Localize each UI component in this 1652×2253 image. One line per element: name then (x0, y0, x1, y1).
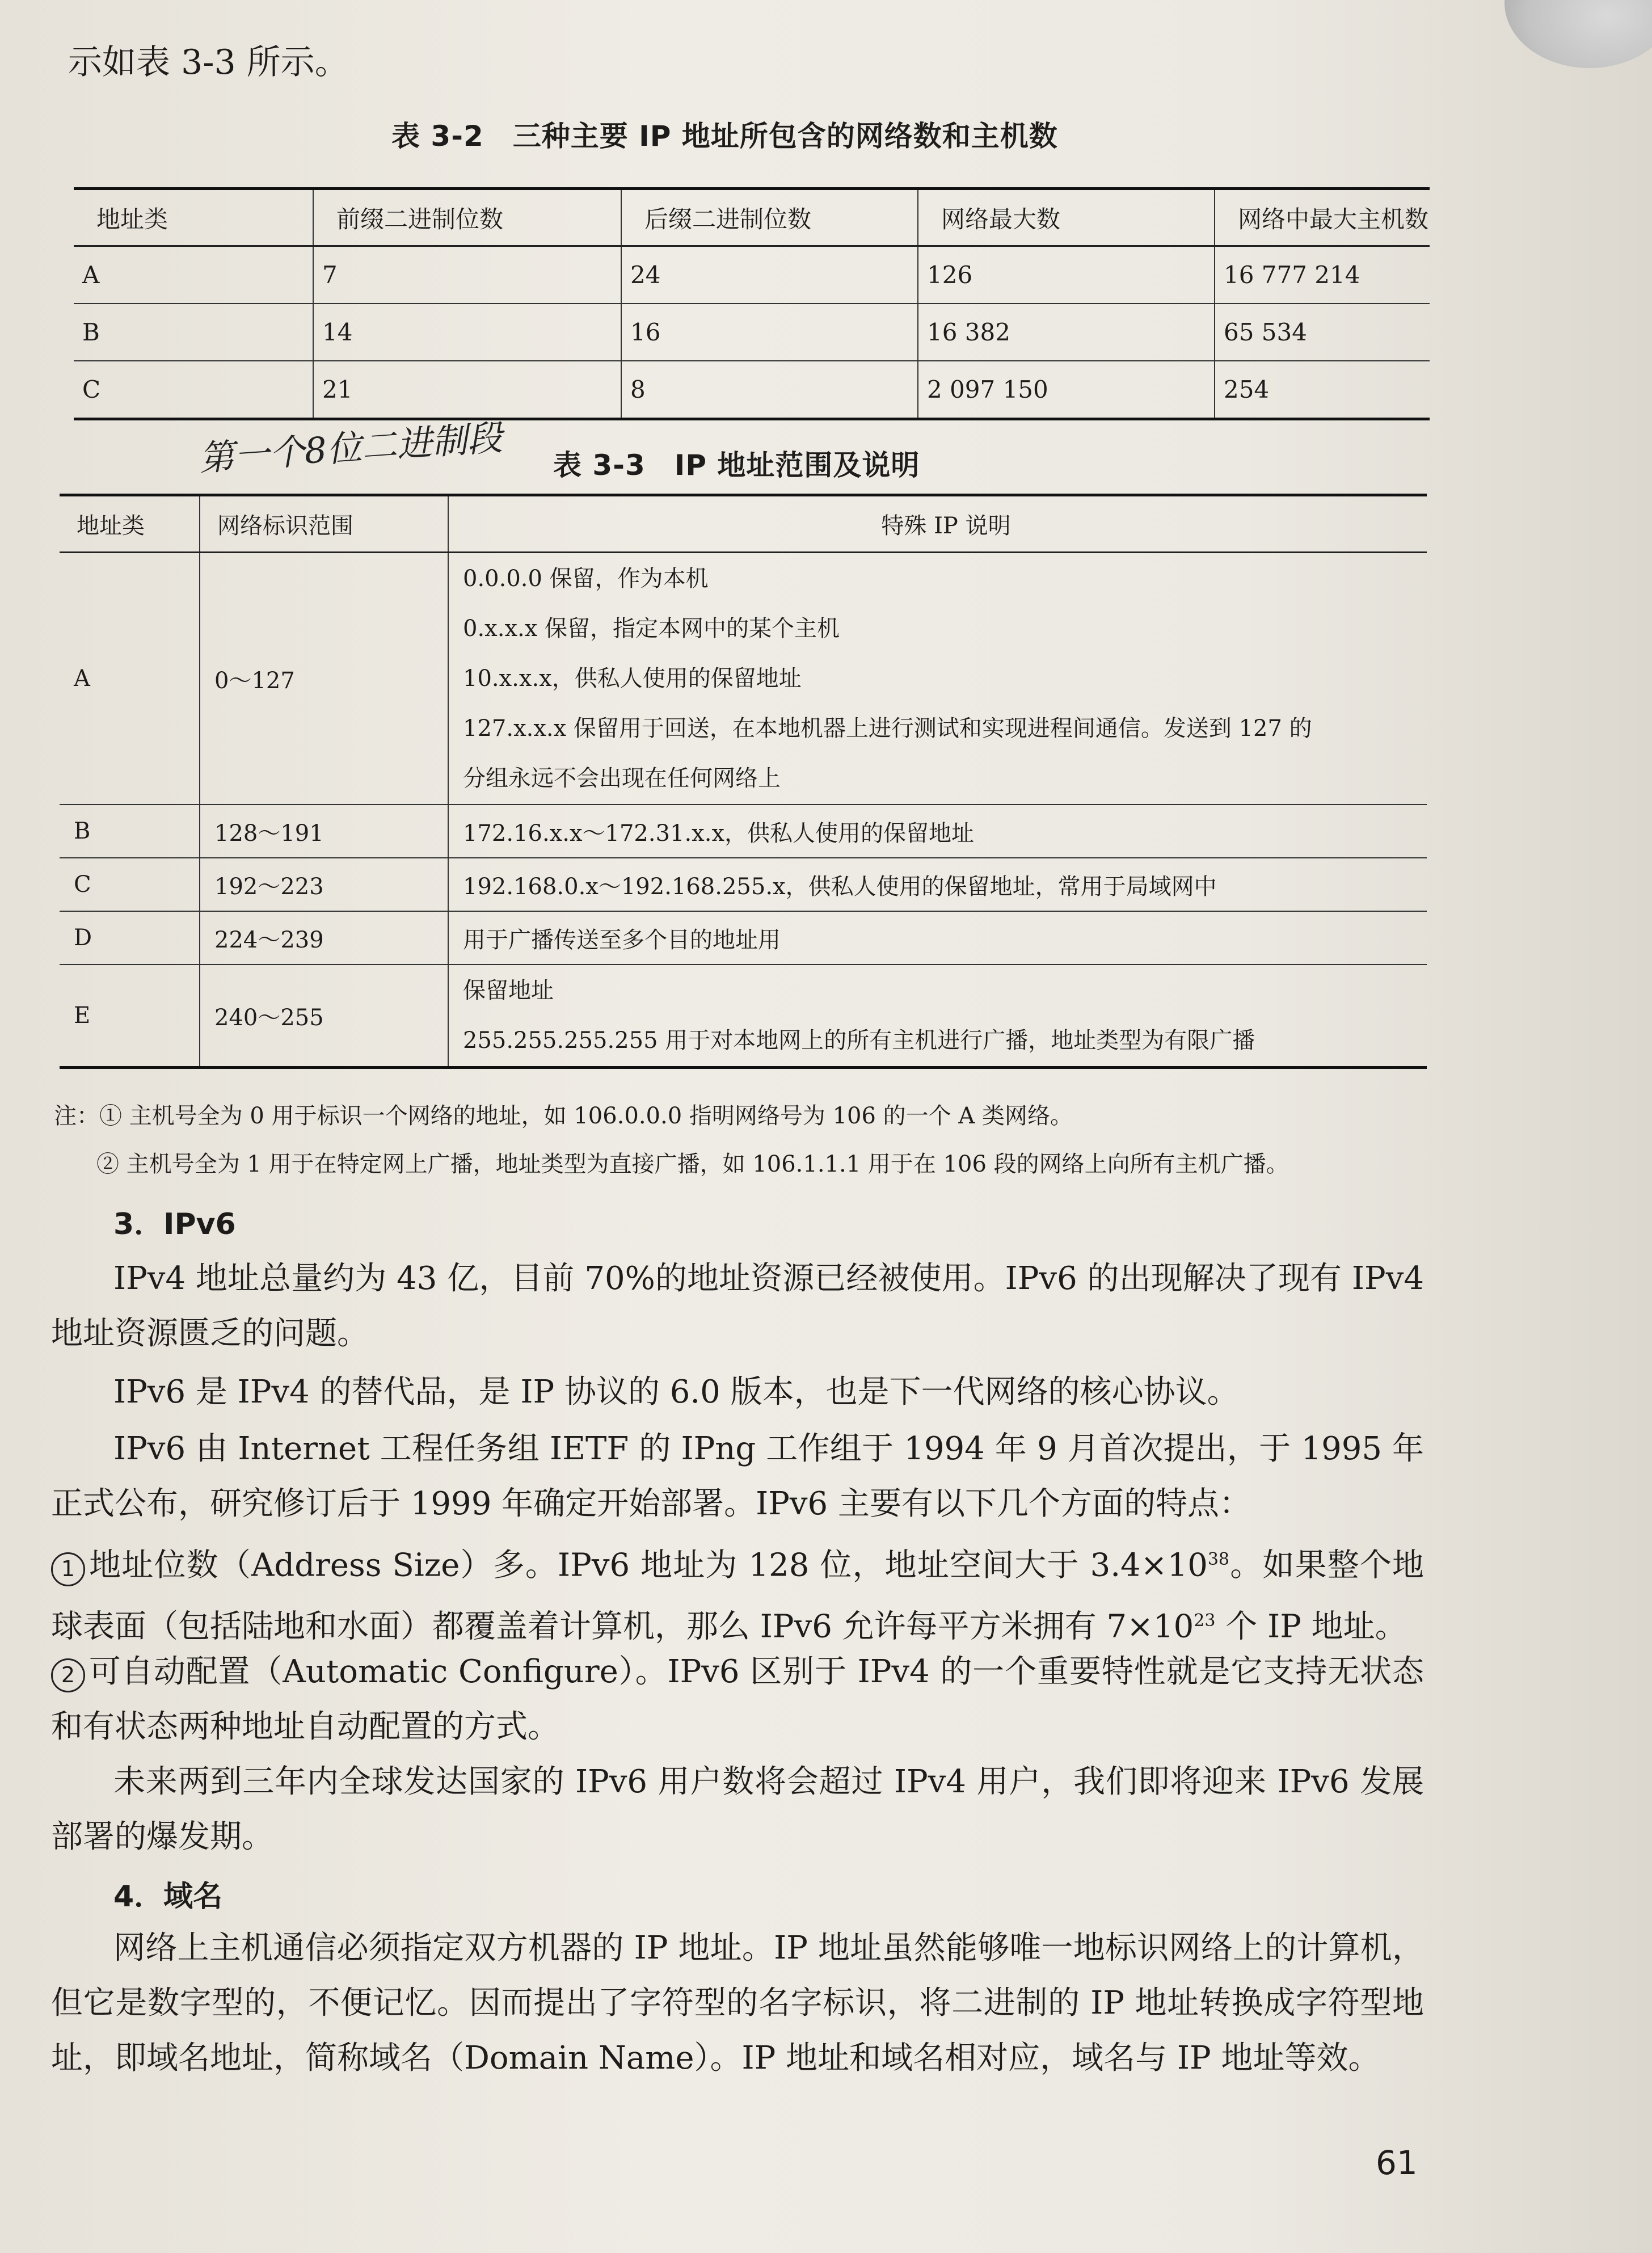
table-3-3-caption: 表 3-3 IP 地址范围及说明 (553, 449, 920, 482)
table-header-cell: 后缀二进制位数 (621, 189, 918, 246)
table-cell: 2 097 150 (918, 361, 1215, 419)
table-cell: B (74, 304, 313, 361)
table-cell: 16 (621, 304, 918, 361)
table-header-cell: 前缀二进制位数 (313, 189, 621, 246)
table-cell (448, 965, 1427, 1068)
table-note-2: ② 主机号全为 1 用于在特定网上广播，地址类型为直接广播，如 106.1.1.1 用于在 106 段的网络上向所有主机广播。 (96, 1151, 1289, 1177)
table-3-3 (60, 494, 1427, 1069)
table-header-cell: 地址类 (60, 495, 200, 553)
table-cell: 240～255 (200, 965, 448, 1068)
table-cell: 192～223 (200, 858, 448, 911)
superscript: 23 (1194, 1610, 1216, 1631)
table-cell: 224～239 (200, 911, 448, 965)
table-row (60, 911, 1427, 965)
table-cell: 21 (313, 361, 621, 419)
table-cell: 7 (313, 246, 621, 304)
table-row (60, 553, 1427, 805)
paragraph-feature-1 (51, 1532, 1424, 1654)
text-segment: 可自动配置（Automatic Configure）。IPv6 区别于 IPv4 的一个重要特性就是它支持无状态和有状态两种地址自动配置的方式。 (51, 1653, 1424, 1745)
table-header-cell: 网络中最大主机数 (1215, 189, 1430, 246)
thumb-shadow (1504, 0, 1652, 68)
table-cell (448, 553, 1427, 805)
table-row (74, 246, 1430, 304)
text-segment: 。如果整个地球表面（包括陆地和水面）都覆盖着计算机，那么 IPv6 允许每平方米拥有 7×10 (51, 1547, 1425, 1645)
section-heading-ipv6: 3．IPv6 (113, 1207, 236, 1241)
table-header-cell: 网络标识范围 (200, 495, 448, 553)
circled-number-2: 2 (51, 1658, 85, 1692)
superscript: 38 (1207, 1549, 1230, 1569)
text-segment: 个 IP 地址。 (1215, 1608, 1407, 1645)
paragraph: IPv6 是 IPv4 的替代品，是 IP 协议的 6.0 版本，也是下一代网络的核心协议。 (113, 1374, 1239, 1410)
table-row (60, 965, 1427, 1068)
desc-line: 0.x.x.x 保留，指定本网中的某个主机 (463, 616, 840, 642)
table-cell: 16 382 (918, 304, 1215, 361)
table-header-cell: 网络最大数 (918, 189, 1215, 246)
table-row (74, 361, 1430, 419)
page-number: 61 (1376, 2143, 1418, 2182)
desc-line: 255.255.255.255 用于对本地网上的所有主机进行广播，地址类型为有限广播 (463, 1027, 1255, 1054)
table-cell: C (60, 858, 200, 911)
table-cell: 0～127 (200, 553, 448, 805)
table-row (74, 304, 1430, 361)
paragraph-feature-2 (51, 1644, 1424, 1754)
table-cell: 16 777 214 (1215, 246, 1430, 304)
table-cell: C (74, 361, 313, 419)
paragraph: IPv4 地址总量约为 43 亿，目前 70%的地址资源已经被使用。IPv6 的出现解决了现有 IPv4 地址资源匮乏的问题。 (51, 1260, 1424, 1352)
table-header-row (74, 189, 1430, 246)
table-cell: 254 (1215, 361, 1430, 419)
paragraph: 未来两到三年内全球发达国家的 IPv6 用户数将会超过 IPv4 用户，我们即将迎来 IPv6 发展部署的爆发期。 (51, 1763, 1424, 1855)
table-cell: 172.16.x.x～172.31.x.x，供私人使用的保留地址 (448, 805, 1427, 858)
table-cell: 192.168.0.x～192.168.255.x，供私人使用的保留地址，常用于局域网中 (448, 858, 1427, 911)
paragraph: IPv6 由 Internet 工程任务组 IETF 的 IPng 工作组于 1994 年 9 月首次提出，于 1995 年正式公布，研究修订后于 1999 年确定开始部署。IPv6 主要有以下几个方面的特点： (51, 1430, 1424, 1522)
desc-line: 保留地址 (463, 978, 554, 1004)
table-cell: 8 (621, 361, 918, 419)
desc-line: 分组永远不会出现在任何网络上 (463, 765, 781, 791)
table-cell: E (60, 965, 200, 1068)
table-header-cell: 地址类 (74, 189, 313, 246)
table-note-1: 注：① 主机号全为 0 用于标识一个网络的地址，如 106.0.0.0 指明网络号为 106 的一个 A 类网络。 (54, 1103, 1073, 1129)
table-header-cell: 特殊 IP 说明 (448, 495, 1427, 553)
section-heading-domain: 4．域名 (113, 1880, 223, 1914)
intro-line: 示如表 3-3 所示。 (68, 43, 349, 82)
table-cell: 用于广播传送至多个目的地址用 (448, 911, 1427, 965)
circled-number-1: 1 (51, 1552, 85, 1586)
desc-line: 127.x.x.x 保留用于回送，在本地机器上进行测试和实现进程间通信。发送到 127 的 (463, 715, 1312, 742)
desc-line: 0.0.0.0 保留，作为本机 (463, 566, 709, 592)
text-segment: 地址位数（Address Size）多。IPv6 地址为 128 位，地址空间大于 3.4×10 (88, 1547, 1208, 1584)
table-cell: A (60, 553, 200, 805)
table-3-2 (74, 187, 1430, 420)
table-cell: 14 (313, 304, 621, 361)
table-cell: 65 534 (1215, 304, 1430, 361)
table-header-row (60, 495, 1427, 553)
paragraph: 网络上主机通信必须指定双方机器的 IP 地址。IP 地址虽然能够唯一地标识网络上的计算机，但它是数字型的，不便记忆。因而提出了字符型的名字标识，将二进制的 IP 地址转换成字符型地址，即域名地址，简称域名（Domain Name）。IP 地址和域名相对应，域名与 IP 地址等效。 (51, 1930, 1424, 2077)
table-3-2-caption: 表 3-2 三种主要 IP 地址所包含的网络数和主机数 (391, 120, 1058, 153)
table-cell: D (60, 911, 200, 965)
table-cell: 24 (621, 246, 918, 304)
table-cell: 126 (918, 246, 1215, 304)
desc-line: 10.x.x.x，供私人使用的保留地址 (463, 666, 802, 692)
table-cell: A (74, 246, 313, 304)
table-cell: B (60, 805, 200, 858)
table-row (60, 805, 1427, 858)
table-row (60, 858, 1427, 911)
handwritten-annotation: 第一个8位二进制段 (197, 416, 504, 479)
table-cell: 128～191 (200, 805, 448, 858)
